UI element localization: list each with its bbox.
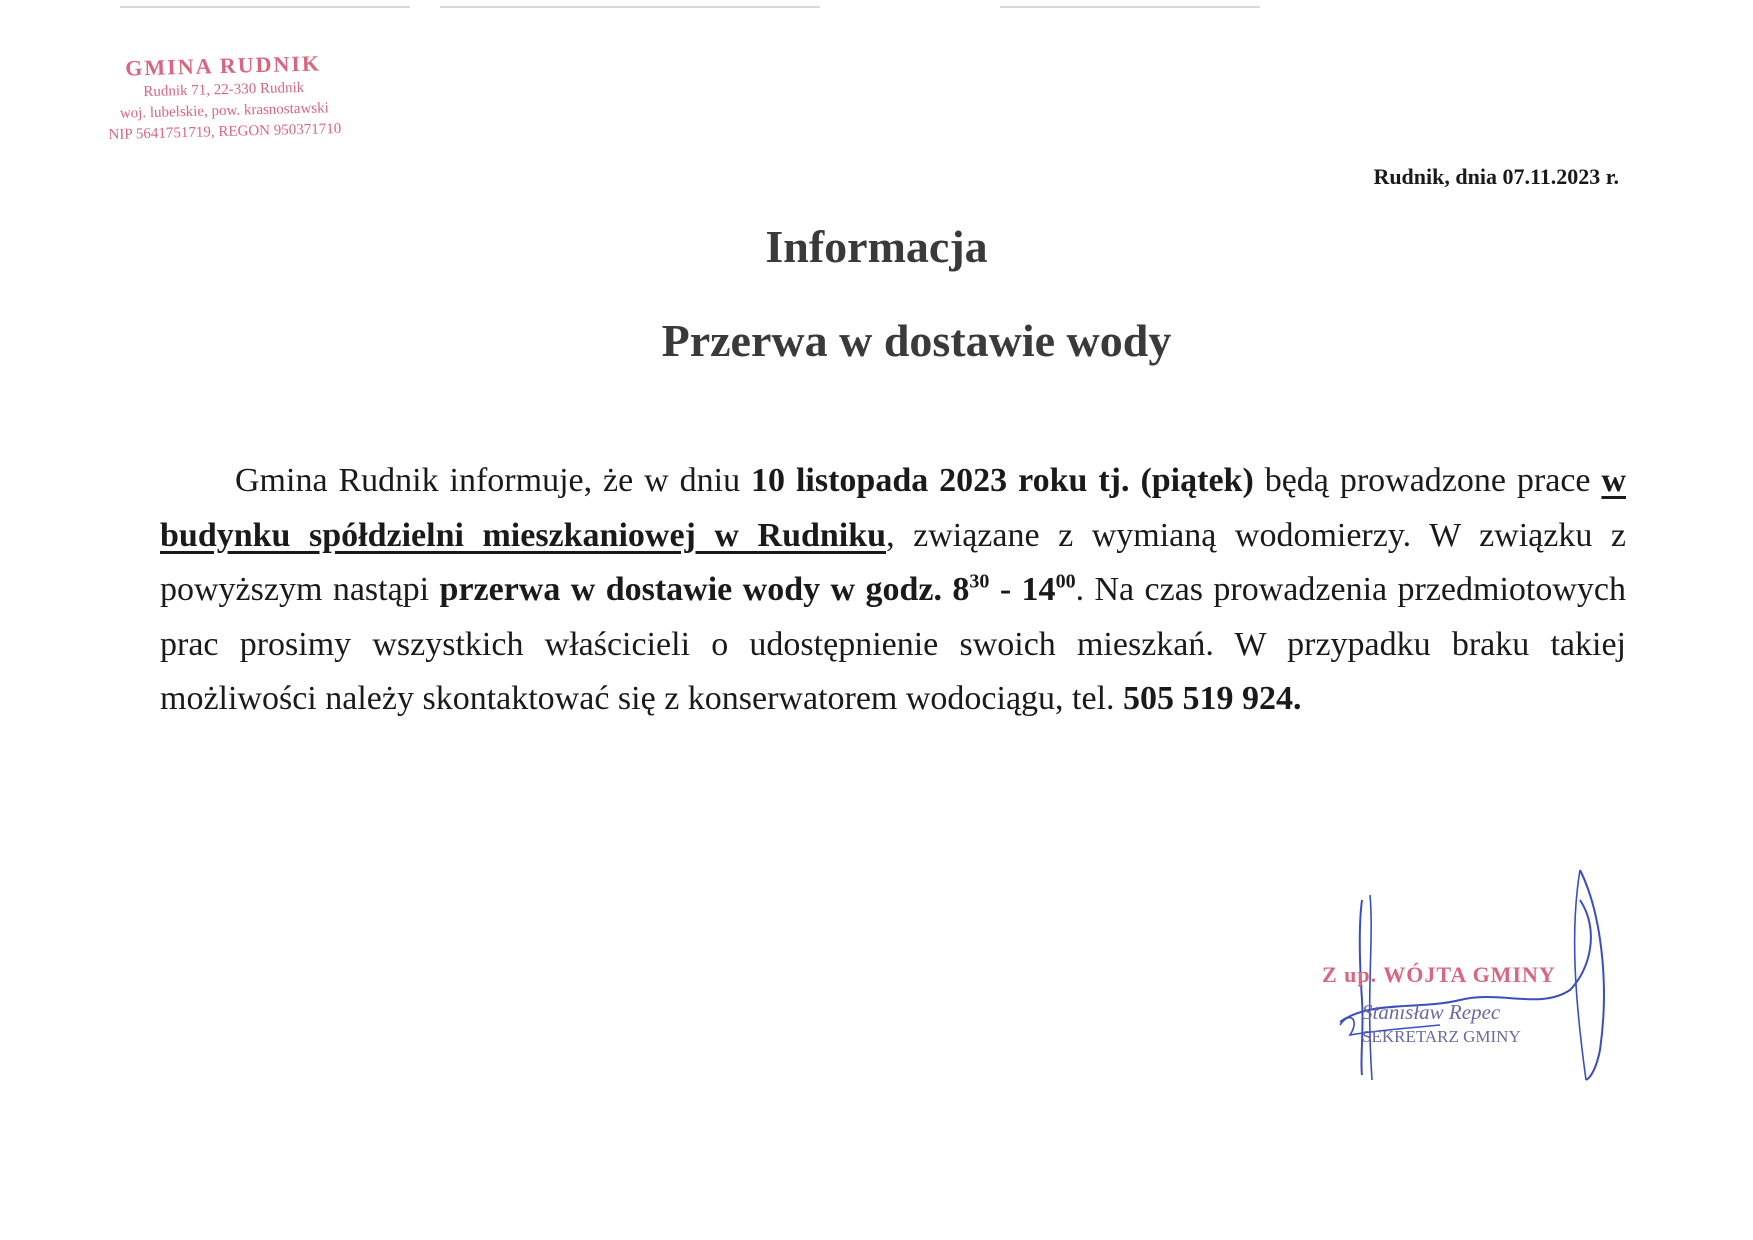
- body-text-5: . Na czas prowadzenia przedmiotowych prac prosimy wszystkich właścicieli o udostępnienie swoich mieszkań. W przypadku braku takiej możliwości należy skontaktować się z konserwatorem wodociągu, tel.: [160, 571, 1627, 717]
- stamp-title: GMINA RUDNIK: [124, 50, 322, 81]
- body-text-2: [1087, 462, 1098, 499]
- stamp-region: woj. lubelskie, pow. krasnostawski: [119, 100, 330, 122]
- stamp-ids: NIP 5641751719, REGON 950371710: [108, 120, 342, 144]
- scan-artifact: [120, 6, 410, 8]
- document-date: Rudnik, dnia 07.11.2023 r.: [1373, 164, 1619, 189]
- body-text-4: , związane z wymianą wodomierzy. W związku z powyższym nastąpi: [160, 516, 1626, 608]
- start-minutes: 30: [969, 570, 990, 593]
- body-text-1: Gmina Rudnik informuje, że w dniu: [235, 462, 752, 499]
- work-location: w budynku spółdzielni mieszkaniowej w Rudniku: [160, 462, 1626, 554]
- signature-block: [1300, 850, 1620, 1090]
- phone-number: 505 519 924.: [1123, 680, 1302, 717]
- document-title: Informacja: [765, 221, 988, 272]
- scan-artifact: [1000, 6, 1260, 8]
- signatory-role: SEKRETARZ GMINY: [1362, 1027, 1521, 1046]
- scan-artifact: [440, 6, 820, 8]
- body-text-3: będą prowadzone prace: [1253, 462, 1602, 499]
- outage-date: 10 listopada 2023 roku: [751, 462, 1088, 499]
- end-minutes: 00: [1055, 570, 1076, 593]
- outage-hours: [440, 571, 1076, 608]
- outage-day: tj. (piątek): [1098, 462, 1254, 499]
- stamp-address: Rudnik 71, 22-330 Rudnik: [143, 79, 305, 101]
- body-paragraph: [160, 454, 1626, 727]
- outage-text: przerwa w dostawie wody w godz. 8: [439, 571, 970, 608]
- time-dash: - 14: [989, 571, 1056, 608]
- municipality-stamp: [73, 48, 375, 147]
- signature-authority: Z up. WÓJTA GMINY: [1322, 962, 1556, 987]
- document-subtitle: Przerwa w dostawie wody: [661, 315, 1172, 366]
- signatory-name: Stanisław Repec: [1362, 1000, 1501, 1024]
